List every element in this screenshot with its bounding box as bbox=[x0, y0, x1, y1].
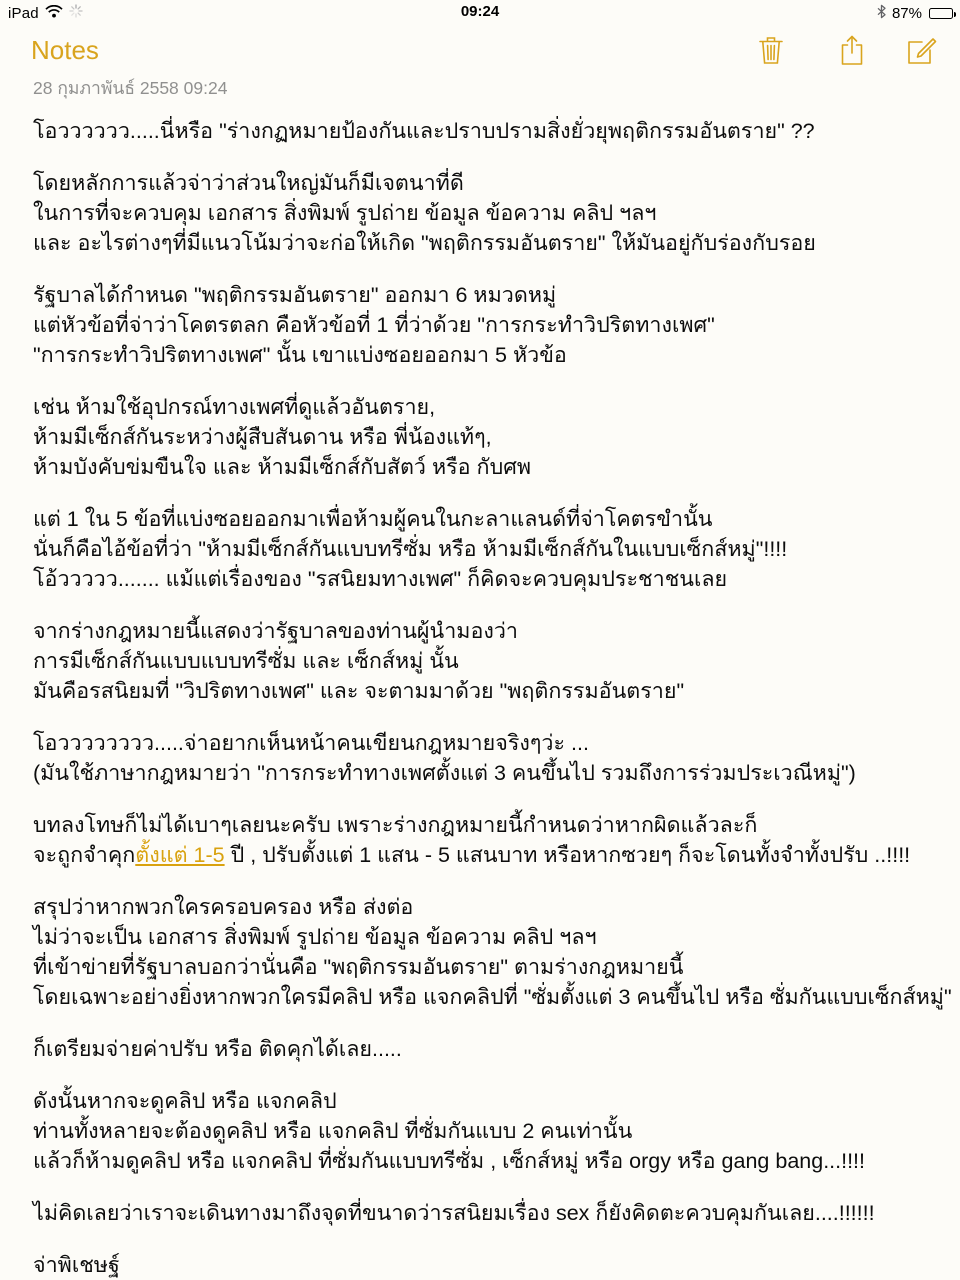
text-segment: โอวววววววว.....จ่าอยากเห็นหน้าคนเขียนกฎหมายจริงๆว่ะ ... bbox=[33, 731, 589, 755]
text-segment: และ อะไรต่างๆที่มีแนวโน้มว่าจะก่อให้เกิด "พฤติกรรมอันตราย" ให้มันอยู่กับร่องกับรอย bbox=[33, 231, 816, 255]
share-icon bbox=[838, 54, 866, 69]
note-line bbox=[33, 922, 940, 952]
note-line bbox=[33, 504, 940, 534]
compose-button[interactable] bbox=[906, 34, 938, 66]
text-segment: แล้วก็ห้ามดูคลิป หรือ แจกคลิป ที่ซั่มกันแบบทรีซั่ม , เซ็กส์หมู่ หรือ orgy หรือ gang bang...!!!! bbox=[33, 1149, 866, 1173]
text-segment: ห้ามบังคับข่มขืนใจ และ ห้ามมีเซ็กส์กับสัตว์ หรือ กับศพ bbox=[33, 455, 532, 479]
paragraph bbox=[33, 1086, 940, 1176]
note-line bbox=[33, 534, 940, 564]
text-segment: สรุปว่าหากพวกใครครอบครอง หรือ ส่งต่อ bbox=[33, 895, 414, 919]
text-segment: แต่หัวข้อที่จ่าว่าโคตรตลก คือหัวข้อที่ 1 ที่ว่าด้วย "การกระทำวิปริตทางเพศ" bbox=[33, 313, 715, 337]
note-date: 28 กุมภาพันธ์ 2558 09:24 bbox=[33, 78, 228, 98]
share-button[interactable] bbox=[838, 34, 866, 66]
text-segment: โดยเฉพาะอย่างยิ่งหากพวกใครมีคลิป หรือ แจกคลิปที่ "ซั่มตั้งแต่ 3 คนขึ้นไป หรือ ซั่มกันแบบเซ็กส์หมู่" bbox=[33, 985, 952, 1009]
paragraph bbox=[33, 280, 940, 370]
note-line bbox=[33, 952, 940, 982]
note-line bbox=[33, 676, 940, 706]
text-segment: โอวววววว.....นี่หรือ "ร่างกฏหมายป้องกันและปราบปรามสิ่งยั่วยุพฤติกรรมอันตราย" ?? bbox=[33, 119, 815, 143]
note-line bbox=[33, 1034, 940, 1064]
note-line bbox=[33, 340, 940, 370]
paragraph bbox=[33, 392, 940, 482]
note-line bbox=[33, 616, 940, 646]
trash-button[interactable] bbox=[756, 34, 786, 66]
paragraph bbox=[33, 1250, 940, 1280]
text-segment: จ่าพิเชษฐ์ bbox=[33, 1253, 120, 1277]
note-line bbox=[33, 228, 940, 258]
note-line bbox=[33, 1146, 940, 1176]
text-segment: เช่น ห้ามใช้อุปกรณ์ทางเพศที่ดูแล้วอันตราย, bbox=[33, 395, 436, 419]
paragraph bbox=[33, 116, 940, 146]
note-line bbox=[33, 392, 940, 422]
text-segment: โอ้ววววว....... แม้แต่เรื่องของ "รสนิยมทางเพศ" ก็คิดจะควบคุมประชาชนเลย bbox=[33, 567, 728, 591]
paragraph bbox=[33, 728, 940, 788]
text-segment: ในการที่จะควบคุม เอกสาร สิ่งพิมพ์ รูปถ่าย ข้อมูล ข้อความ คลิป ฯลฯ bbox=[33, 201, 657, 225]
note-line bbox=[33, 646, 940, 676]
text-segment: (มันใช้ภาษากฎหมายว่า "การกระทำทางเพศตั้งแต่ 3 คนขึ้นไป รวมถึงการร่วมประเวณีหมู่") bbox=[33, 761, 856, 785]
text-segment: ไม่ว่าจะเป็น เอกสาร สิ่งพิมพ์ รูปถ่าย ข้อมูล ข้อความ คลิป ฯลฯ bbox=[33, 925, 597, 949]
carrier-label: iPad bbox=[8, 4, 39, 22]
note-line bbox=[33, 1198, 940, 1228]
paragraph bbox=[33, 1198, 940, 1228]
note-line bbox=[33, 982, 952, 1012]
trash-icon bbox=[756, 54, 786, 69]
text-segment: ไม่คิดเลยว่าเราจะเดินทางมาถึงจุดที่ขนาดว่ารสนิยมเรื่อง sex ก็ยังคิดตะควบคุมกันเลย....!!!!!! bbox=[33, 1201, 875, 1225]
compose-icon bbox=[906, 54, 938, 69]
battery-tip bbox=[954, 12, 957, 17]
note-line bbox=[33, 810, 940, 840]
header bbox=[0, 24, 960, 66]
text-segment: รัฐบาลได้กำหนด "พฤติกรรมอันตราย" ออกมา 6 หมวดหมู่ bbox=[33, 283, 557, 307]
text-segment: ก็เตรียมจ่ายค่าปรับ หรือ ติดคุกได้เลย..... bbox=[33, 1037, 402, 1061]
note-line bbox=[33, 728, 940, 758]
text-segment: แต่ 1 ใน 5 ข้อที่แบ่งซอยออกมาเพื่อห้ามผู้คนในกะลาแลนด์ที่จ่าโคตรขำนั้น bbox=[33, 507, 713, 531]
note bbox=[0, 74, 960, 1280]
text-segment: การมีเซ็กส์กันแบบแบบทรีซั่ม และ เซ็กส์หมู่ นั้น bbox=[33, 649, 459, 673]
text-segment: ห้ามมีเซ็กส์กันระหว่างผู้สืบสันดาน หรือ พี่น้องแท้ๆ, bbox=[33, 425, 492, 449]
text-segment: โดยหลักการแล้วจ่าว่าส่วนใหญ่มันก็มีเจตนาที่ดี bbox=[33, 171, 464, 195]
text-segment: ที่เข้าข่ายที่รัฐบาลบอกว่านั่นคือ "พฤติกรรมอันตราย" ตามร่างกฎหมายนี้ bbox=[33, 955, 684, 979]
status-time: 09:24 bbox=[460, 3, 500, 20]
note-line bbox=[33, 1116, 940, 1146]
app-title: Notes bbox=[31, 34, 99, 65]
battery-icon bbox=[929, 8, 953, 19]
note-line bbox=[33, 452, 940, 482]
note-line bbox=[33, 758, 940, 788]
paragraph bbox=[33, 892, 952, 1012]
text-segment: จะถูกจำคุก bbox=[33, 843, 136, 867]
paragraph bbox=[33, 616, 940, 706]
note-line bbox=[33, 840, 940, 870]
battery-percent-label: 87% bbox=[891, 4, 922, 22]
header-actions bbox=[756, 34, 938, 66]
note-line bbox=[33, 422, 940, 452]
note-line bbox=[33, 564, 940, 594]
paragraph bbox=[33, 1034, 940, 1064]
text-segment: นั่นก็คือไอ้ข้อที่ว่า "ห้ามมีเซ็กส์กันแบบทรีซั่ม หรือ ห้ามมีเซ็กส์กันในแบบเซ็กส์หมู่"!!!! bbox=[33, 537, 788, 561]
note-line bbox=[33, 1086, 940, 1116]
text-segment: มันคือรสนิยมที่ "วิปริตทางเพศ" และ จะตามมาด้วย "พฤติกรรมอันตราย" bbox=[33, 679, 685, 703]
note-line bbox=[33, 116, 940, 146]
text-segment: จากร่างกฎหมายนี้แสดงว่ารัฐบาลของท่านผู้นำมองว่า bbox=[33, 619, 519, 643]
status-bar bbox=[0, 0, 960, 24]
paragraph bbox=[33, 504, 940, 594]
text-segment: "การกระทำวิปริตทางเพศ" นั้น เขาแบ่งซอยออกมา 5 หัวข้อ bbox=[33, 343, 567, 367]
note-line bbox=[33, 310, 940, 340]
text-segment: ท่านทั้งหลายจะต้องดูคลิป หรือ แจกคลิป ที่ซั่มกันแบบ 2 คนเท่านั้น bbox=[33, 1119, 633, 1143]
inline-link[interactable]: ตั้งแต่ 1-5 bbox=[135, 843, 225, 867]
note-line bbox=[33, 168, 940, 198]
note-line bbox=[33, 280, 940, 310]
note-line bbox=[33, 198, 940, 228]
paragraph bbox=[33, 168, 940, 258]
text-segment: ปี , ปรับตั้งแต่ 1 แสน - 5 แสนบาท หรือหากซวยๆ ก็จะโดนทั้งจำทั้งปรับ ..!!!! bbox=[224, 843, 911, 867]
text-segment: บทลงโทษก็ไม่ได้เบาๆเลยนะครับ เพราะร่างกฎหมายนี้กำหนดว่าหากผิดแล้วละก็ bbox=[33, 813, 758, 837]
note-line bbox=[33, 1250, 940, 1280]
paragraph bbox=[33, 810, 940, 870]
note-body[interactable] bbox=[33, 116, 952, 1280]
text-segment: ดังนั้นหากจะดูคลิป หรือ แจกคลิป bbox=[33, 1089, 337, 1113]
note-line bbox=[33, 892, 940, 922]
